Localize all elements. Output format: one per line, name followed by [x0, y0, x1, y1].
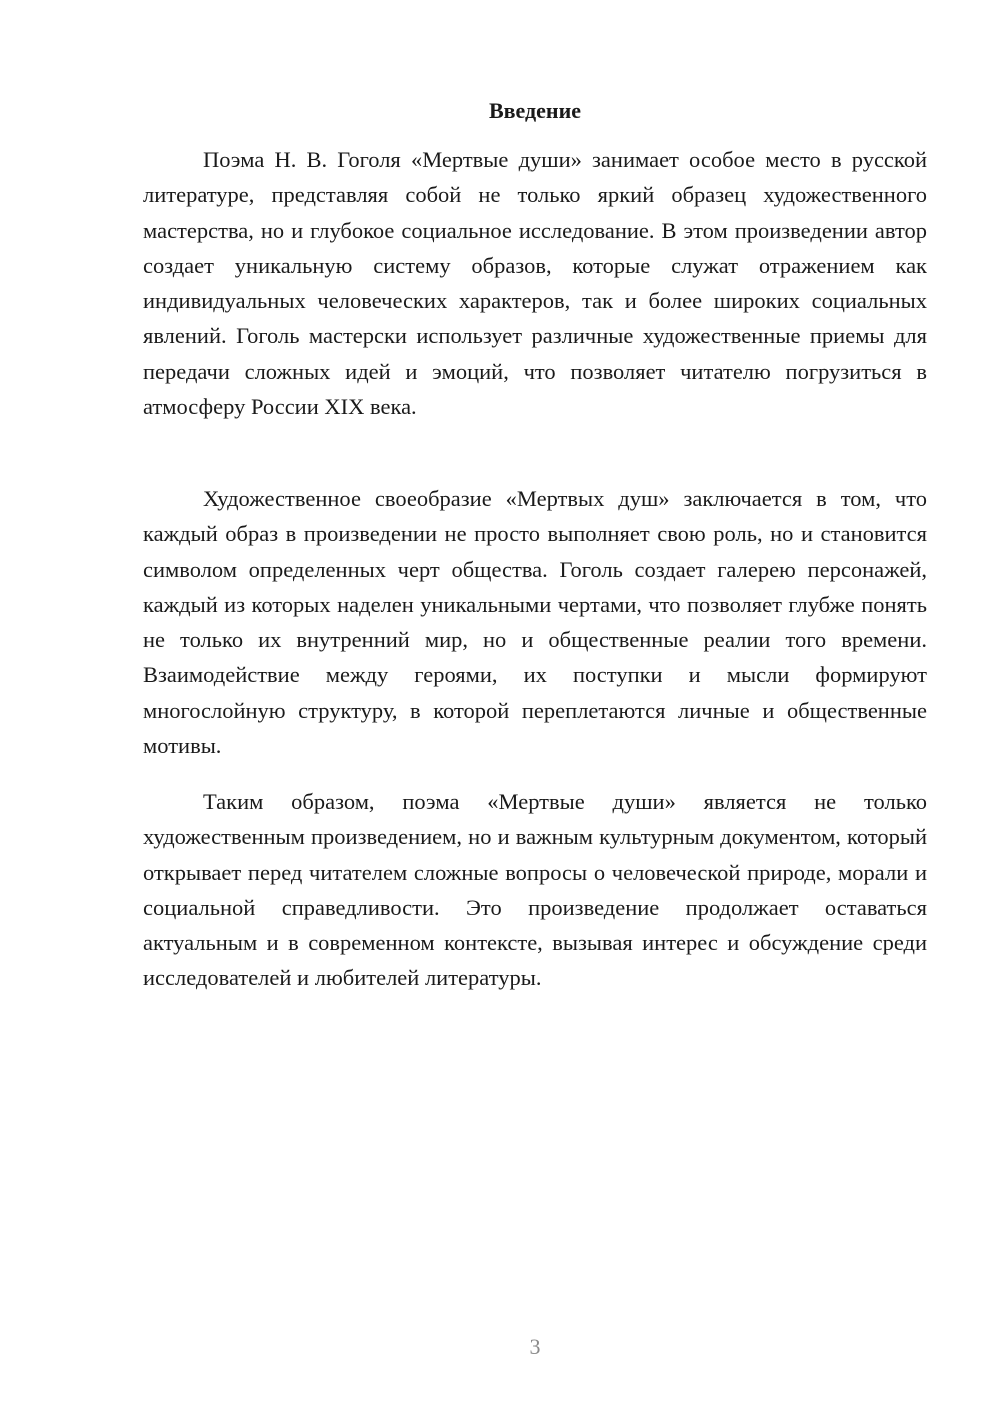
paragraph-2: Художественное своеобразие «Мертвых душ» заключается в том, что каждый образ в произведении не просто выполняет свою роль, но и становится символом определенных черт общества. Гоголь создает галерею персонажей, каждый из которых наделен уникальными чертами, что позволяет глубже понять не только их внутренний мир, но и общественные реалии того времени. Взаимодействие между героями, их поступки и мысли формируют многослойную структуру, в которой переплетаются личные и общественные мотивы.	[143, 486, 927, 759]
section-heading: Введение	[488, 98, 582, 123]
page-number: 3	[529, 1334, 541, 1359]
paragraph-1: Поэма Н. В. Гоголя «Мертвые души» занимает особое место в русской литературе, представляя собой не только яркий образец художественного мастерства, но и глубокое социальное исследование. В этом произведении автор создает уникальную систему образов, которые служат отражением как индивидуальных человеческих характеров, так и более широких социальных явлений. Гоголь мастерски использует различные художественные приемы для передачи сложных идей и эмоций, что позволяет читателю погрузиться в атмосферу России XIX века.	[143, 147, 927, 420]
paragraph-3: Таким образом, поэма «Мертвые души» является не только художественным произведением, но и важным культурным документом, который открывает перед читателем сложные вопросы о человеческой природе, морали и социальной справедливости. Это произведение продолжает оставаться актуальным и в современном контексте, вызывая интерес и обсуждение среди исследователей и любителей литературы.	[143, 789, 927, 991]
